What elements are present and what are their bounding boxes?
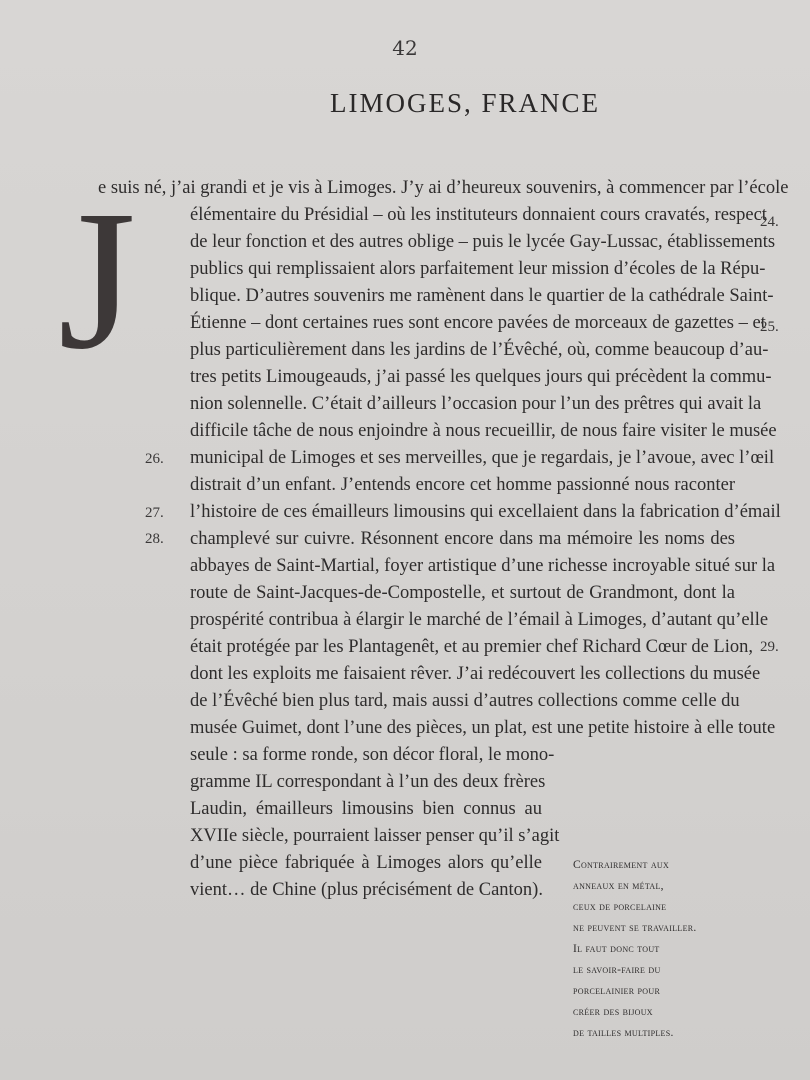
- sidebar-line: Contrairement aux: [573, 859, 670, 871]
- body-line: de leur fonction et des autres oblige – puis le lycée Gay-Lussac, établissements: [190, 232, 776, 252]
- body-line: champlevé sur cuivre. Résonnent encore dans ma mémoire les noms des: [190, 529, 735, 549]
- body-line: Laudin, émailleurs limousins bien connus au: [190, 799, 542, 819]
- body-line: prospérité contribua à élargir le marché de l’émail à Limoges, d’autant qu’elle: [190, 610, 769, 630]
- footnote-marker-29: 29.: [760, 639, 779, 655]
- footnote-marker-24: 24.: [760, 214, 779, 230]
- sidebar-line: de tailles multiples.: [573, 1027, 674, 1039]
- sidebar-line: ceux de porcelaine: [573, 901, 667, 913]
- body-line: était protégée par les Plantagenêt, et au premier chef Richard Cœur de Lion,: [190, 637, 753, 657]
- footnote-marker-27: 27.: [145, 505, 164, 521]
- body-line: musée Guimet, dont l’une des pièces, un plat, est une petite histoire à elle toute: [190, 718, 776, 738]
- body-line: XVIIe siècle, pourraient laisser penser qu’il s’agit: [190, 826, 560, 846]
- body-line: d’une pièce fabriquée à Limoges alors qu’elle: [190, 853, 542, 873]
- body-line: élémentaire du Présidial – où les instituteurs donnaient cours cravatés, respect: [190, 205, 767, 225]
- sidebar-caption: [573, 855, 753, 1044]
- body-line: tres petits Limougeauds, j’ai passé les quelques jours qui précèdent la commu-: [190, 367, 772, 387]
- body-line: publics qui remplissaient alors parfaitement leur mission d’écoles de la Répu-: [190, 259, 766, 279]
- body-line: gramme IL correspondant à l’un des deux frères: [190, 772, 546, 792]
- sidebar-line: anneaux en métal,: [573, 880, 664, 892]
- body-line: vient… de Chine (plus précisément de Canton).: [190, 880, 543, 900]
- body-line: distrait d’un enfant. J’entends encore cet homme passionné nous raconter: [190, 475, 735, 495]
- sidebar-line: le savoir-faire du: [573, 964, 661, 976]
- footnote-marker-26: 26.: [145, 451, 164, 467]
- body-line: route de Saint-Jacques-de-Compostelle, et surtout de Grandmont, dont la: [190, 583, 735, 603]
- sidebar-line: ne peuvent se travailler.: [573, 922, 697, 934]
- sidebar-line: porcelainier pour: [573, 985, 661, 997]
- body-line: e suis né, j’ai grandi et je vis à Limoges. J’y ai d’heureux souvenirs, à commencer par l’école: [98, 178, 789, 198]
- body-line: Étienne – dont certaines rues sont encore pavées de morceaux de gazettes – et: [190, 313, 766, 333]
- body-line: blique. D’autres souvenirs me ramènent dans le quartier de la cathédrale Saint-: [190, 286, 774, 306]
- drop-cap: J: [58, 170, 136, 391]
- footnote-marker-28: 28.: [145, 531, 164, 547]
- body-line: difficile tâche de nous enjoindre à nous recueillir, de nous faire visiter le musée: [190, 421, 777, 441]
- body-line: nion solennelle. C’était d’ailleurs l’occasion pour l’un des prêtres qui avait la: [190, 394, 762, 414]
- body-line: seule : sa forme ronde, son décor floral, le mono-: [190, 745, 555, 765]
- page-number: 42: [392, 36, 418, 60]
- body-line: dont les exploits me faisaient rêver. J’ai redécouvert les collections du musée: [190, 664, 761, 684]
- body-line: de l’Évêché bien plus tard, mais aussi d’autres collections comme celle du: [190, 691, 740, 711]
- sidebar-line: Il faut donc tout: [573, 943, 660, 955]
- body-line: abbayes de Saint-Martial, foyer artistique d’une richesse incroyable situé sur la: [190, 556, 776, 576]
- body-line: municipal de Limoges et ses merveilles, que je regardais, je l’avoue, avec l’œil: [190, 448, 775, 468]
- chapter-title: LIMOGES, FRANCE: [329, 88, 601, 118]
- body-line: plus particulièrement dans les jardins de l’Évêché, où, comme beaucoup d’au-: [190, 340, 769, 360]
- body-line: l’histoire de ces émailleurs limousins qui excellaient dans la fabrication d’émail: [190, 502, 781, 522]
- sidebar-line: créer des bijoux: [573, 1006, 653, 1018]
- footnote-marker-25: 25.: [760, 319, 779, 335]
